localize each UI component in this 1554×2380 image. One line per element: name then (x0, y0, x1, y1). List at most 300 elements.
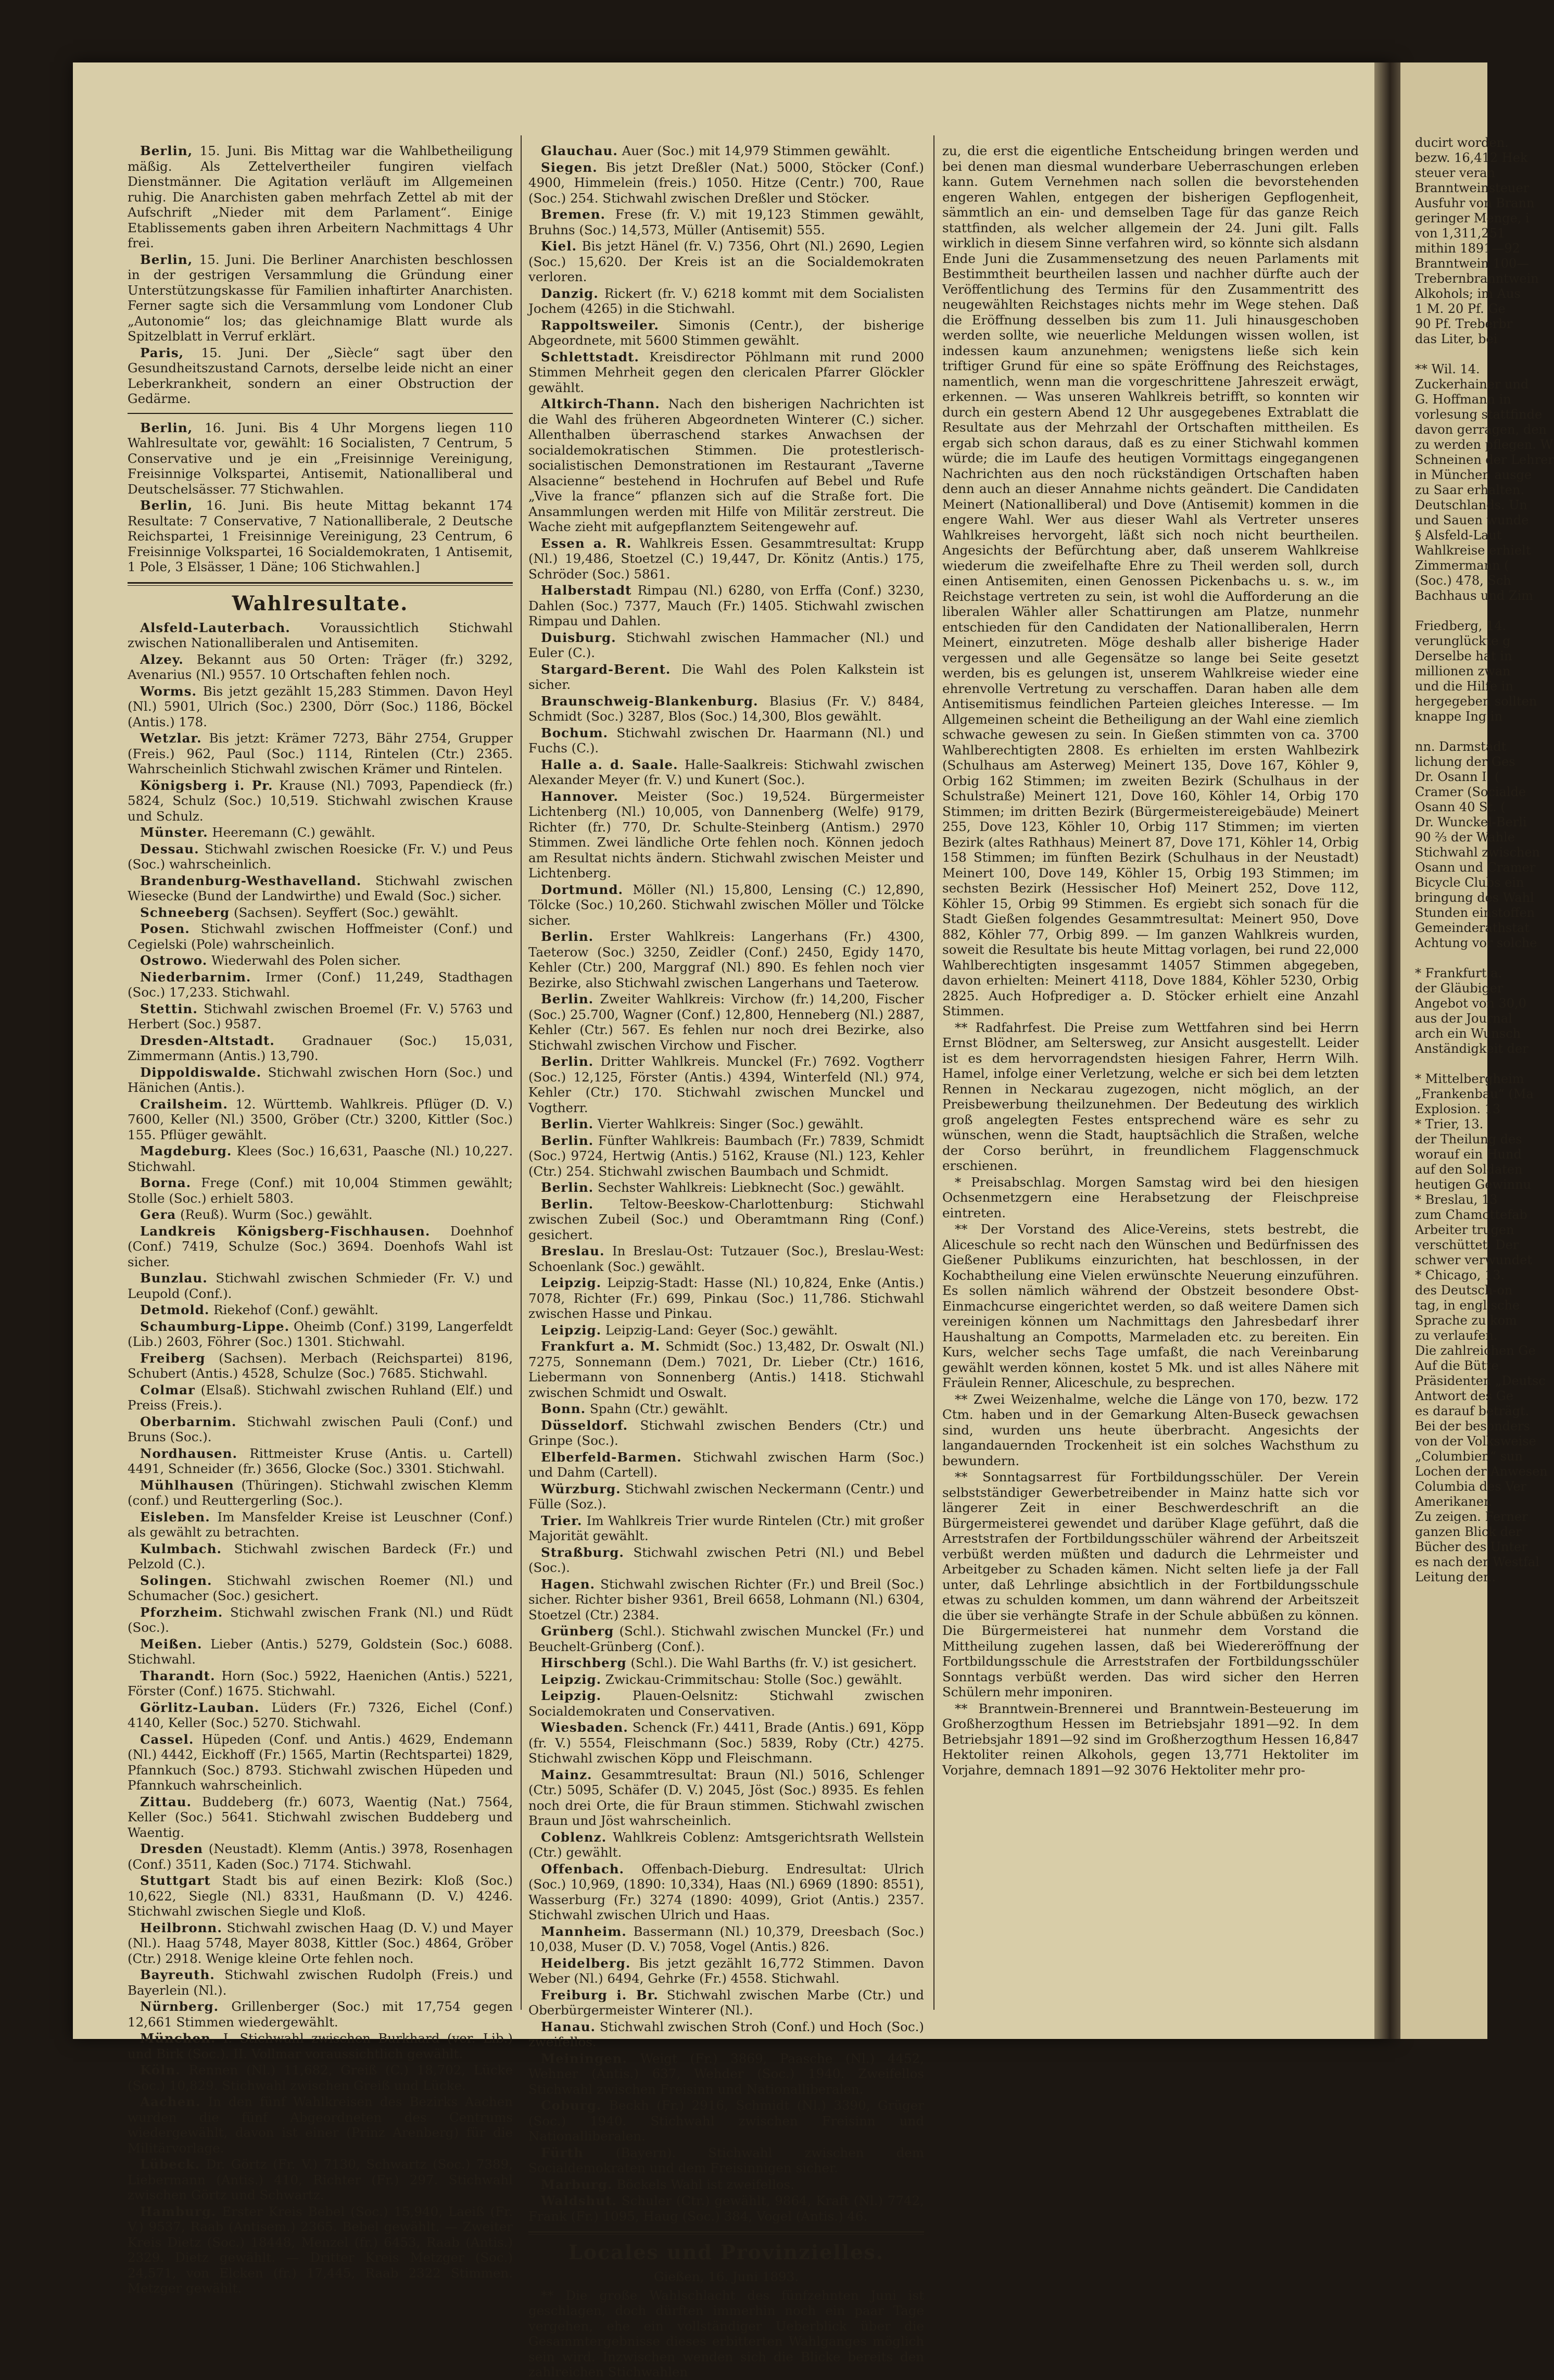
constituency-name: Dresden (140, 1841, 204, 1856)
constituency-name: Würzburg. (541, 1481, 621, 1496)
result-text: Stichwahl zwischen Hoffmeister (Conf.) und Cegielski (Pole) wahrscheinlich. (128, 921, 513, 952)
constituency-name: Solingen. (140, 1572, 212, 1588)
adjacent-page-line: G. Hoffmann in (1415, 392, 1511, 407)
adjacent-page-line: Zuckerhainer und (1415, 377, 1529, 392)
result-entry (528, 1655, 924, 1671)
result-entry (528, 1672, 924, 1688)
constituency-name: Essen a. R. (541, 535, 632, 551)
result-entry (528, 160, 924, 206)
constituency-name: Altkirch-Thann. (541, 396, 660, 411)
constituency-name: Breslau. (541, 1243, 605, 1258)
result-text: In den fünf Wahlkreisen des Bezirks Aachen wurden die fünf Abgeordneten des Centrums wiedergewählt, davon ist einer (Prinz Arenberg) für die Militärvorlage. (128, 2094, 513, 2156)
result-text: Horn (Soc.) 5922, Haenichen (Antis.) 5221, Förster (Conf.) 1675. Stichwahl. (128, 1668, 513, 1698)
section-title: Wahlresultate. (232, 591, 409, 615)
result-text: Bis jetzt Hänel (fr. V.) 7356, Ohrt (Nl.) 2690, Legien (Soc.) 15,620. Der Kreis ist an die Socialdemokraten verloren. (528, 238, 924, 284)
adjacent-page-line: ** Wil. 14. (1415, 362, 1480, 376)
constituency-name: Frankfurt a. M. (541, 1339, 661, 1354)
constituency-name: Berlin. (541, 1116, 594, 1131)
result-entry (528, 929, 924, 990)
result-text: Auer (Soc.) mit 14,979 Stimmen gewählt. (617, 143, 891, 158)
constituency-name: Wetzlar. (140, 731, 202, 746)
adjacent-page-line (1415, 951, 1554, 966)
result-entry (528, 1987, 924, 2018)
constituency-name: Mühlhausen (140, 1477, 234, 1493)
news-text: 16. Juni. Bis 4 Uhr Morgens liegen 110 Wahlresultate vor, gewählt: 16 Socialisten, 7 Centrum, 5 Conservative und je ein „Freisinnige Vereinigung, Freisinnige Volkspartei, Antisemit, Nationalliberal und Deutschelsässer. 77 Stichwahlen. (128, 420, 513, 497)
constituency-name: Zittau. (140, 1794, 192, 1809)
constituency-name: Worms. (140, 683, 197, 699)
adjacent-page-line: mithin 1891—92 (1415, 241, 1520, 256)
constituency-name: Schaumburg-Lippe. (140, 1318, 290, 1334)
result-entry (528, 789, 924, 881)
result-text: Stichwahl zwischen Neckermann (Centr.) und Fülle (Soz.). (528, 1481, 924, 1512)
result-text: Sechster Wahlkreis: Liebknecht (Soc.) gewählt. (593, 1180, 905, 1195)
result-text: Klees (Soc.) 16,631, Paasche (Nl.) 10,227. Stichwahl. (128, 1143, 513, 1174)
adjacent-page-line: Amerikaner. (1415, 1494, 1493, 1509)
result-text: Halle-Saalkreis: Stichwahl zwischen Alexander Meyer (fr. V.) und Kunert (Soc.). (528, 757, 924, 787)
constituency-name: Bunzlau. (140, 1270, 208, 1286)
result-text: Wahlkreis Essen. Gesammtresultat: Krupp (Nl.) 19,486, Stoetzel (C.) 19,447, Dr. Könitz (Antis.) 175, Schröder (Soc.) 5861. (528, 535, 924, 582)
result-entry (128, 1920, 513, 1967)
election-results-list (528, 143, 924, 2224)
constituency-name: Tharandt. (140, 1668, 216, 1683)
adjacent-page-line: Auf die Bütte (1415, 1358, 1499, 1373)
constituency-name: Crailsheim. (140, 1096, 228, 1112)
result-entry (128, 1224, 513, 1270)
adjacent-page-line: Anständigkeit der (1415, 1041, 1528, 1056)
adjacent-page-line: lichung der Ges (1415, 754, 1515, 769)
result-entry (528, 1323, 924, 1338)
result-entry (528, 583, 924, 629)
constituency-name: Hannover. (541, 788, 619, 804)
adjacent-page-line: und die Hilfe in (1415, 679, 1513, 694)
article-paragraph: ** Radfahrfest. Die Preise zum Wettfahren sind bei Herrn Ernst Blödner, am Seltersweg, zur Ansicht ausgestellt. Leider ist es dem hervorragendsten hiesigen Fahrer, Herrn Wilh. Hamel, infolge einer Verletzung, welche er sich bei dem letzten Rennen in Neckarau zugezogen, nicht möglich, an der Preisbewerbung theilzunehmen. Der Bedeutung des wirklich groß angelegten Festes entsprechend wäre es sehr zu wünschen, wenn die Stadt, hauptsächlich die Straßen, welche der Corso berührt, in freundlichem Flaggenschmuck erschienen. (942, 1019, 1359, 1173)
adjacent-page-line: Bücher des Unter (1415, 1540, 1527, 1554)
result-text: (Sachsen). Merbach (Reichspartei) 8196, Schubert (Antis.) 4528, Schulze (Soc.) 7685. Stichwahl. (128, 1350, 513, 1381)
result-entry (528, 1924, 924, 1955)
constituency-name: Schneeberg (140, 904, 230, 920)
column-2 (528, 143, 924, 2379)
result-entry (528, 286, 924, 317)
adjacent-page-line: * Trier, 13. (1415, 1117, 1484, 1131)
divider (528, 2231, 924, 2235)
adjacent-page-line: geringer Menge, i (1415, 211, 1530, 225)
result-text: (Schl.). Die Wahl Barths (fr. V.) ist gesichert. (626, 1655, 917, 1670)
adjacent-page-line: schwer verwundet (1415, 1253, 1532, 1267)
result-text: Erster Wahlkreis: Langerhans (Fr.) 4300, Taeterow (Soc.) 3250, Zeidler (Conf.) 2450, Egidy 1470, Kehler (Ctr.) 200, Marggraf (Nl.) 890. Es fehlen noch vier Bezirke, also Stichwahl zwischen Langerhans und Taeterow. (528, 929, 924, 990)
constituency-name: Leipzig. (541, 1671, 602, 1687)
adjacent-page-line: Dr. Osann I. ( (1415, 770, 1500, 784)
result-text: Voraussichtlich Stichwahl zwischen Nationalliberalen und Antisemiten. (128, 620, 513, 650)
constituency-name: Danzig. (541, 285, 599, 301)
constituency-name: Marburg. (541, 2176, 613, 2192)
adjacent-page-line: tag, in englische (1415, 1298, 1520, 1313)
result-text: Stichwahl zwischen Roesicke (Fr. V.) und Peus (Soc.) wahrscheinlich. (128, 841, 513, 872)
constituency-name: Dippoldiswalde. (140, 1064, 262, 1080)
result-entry (528, 1767, 924, 1829)
adjacent-page-line: Angebot von 30,0 (1415, 996, 1526, 1011)
result-entry (528, 1133, 924, 1179)
result-entry (128, 1967, 513, 1998)
adjacent-page-line: * Frankfurt a. (1415, 966, 1502, 980)
result-entry (528, 396, 924, 535)
adjacent-page-line: Dr. Wunckel-Berli (1415, 815, 1527, 829)
dateline-place: Paris, (140, 345, 184, 360)
adjacent-page-line: von der Volksweise (1415, 1434, 1536, 1449)
result-entry (528, 1275, 924, 1321)
news-item (128, 498, 513, 575)
result-text: Stichwahl zwischen Benders (Ctr.) und Grinpe (Soc.). (528, 1417, 924, 1448)
result-text: Rittmeister Kruse (Antis. u. Cartell) 4491, Schneider (fr.) 3656, Glocke (Soc.) 3301. Stichwahl. (128, 1445, 513, 1476)
adjacent-page-line: Bachhaus und Zim (1415, 588, 1534, 603)
constituency-name: Lübeck. (140, 2157, 200, 2172)
adjacent-page-line: (Soc.) 478, Sch (1415, 573, 1511, 588)
result-entry (128, 1175, 513, 1206)
adjacent-page-line: Cramer (Socialde (1415, 785, 1526, 799)
result-text: Stichwahl zwischen Bardeck (Fr.) und Pelzold (C.). (128, 1541, 513, 1571)
adjacent-page-line: Arbeiter trugen (1415, 1223, 1514, 1237)
constituency-name: Halle a. d. Saale. (541, 757, 678, 772)
constituency-name: Meiningen. (541, 2050, 628, 2066)
adjacent-page-line: davon gerragen, den (1415, 422, 1547, 437)
adjacent-page-text (1415, 135, 1554, 1585)
result-text: Stichwahl zwischen Hammacher (Nl.) und Euler (C.). (528, 629, 924, 660)
result-text: (Elsaß). Stichwahl zwischen Ruhland (Elf.) und Preiss (Freis.). (128, 1382, 513, 1413)
result-entry (128, 1794, 513, 1841)
constituency-name: Wiesbaden. (541, 1720, 628, 1735)
result-entry (128, 1478, 513, 1508)
adjacent-page-line: steuer veran (1415, 166, 1495, 180)
result-entry (528, 1688, 924, 1719)
adjacent-page-line: ducirt worden. (1415, 135, 1509, 150)
result-entry (128, 1841, 513, 1872)
result-entry (128, 620, 513, 651)
result-text: Schuler (Ctr.) gewählt, 9864, Kraft (Nl.) 7742, Frank (Fr.) 1095, Haug (Soc.) 384, Vogel (Antis.) 46. (528, 2193, 924, 2224)
result-entry (128, 2031, 513, 2061)
result-entry (128, 2157, 513, 2203)
result-text: 12. Württemb. Wahlkreis. Pflüger (D. V.) 7600, Keller (Nl.) 3500, Gröber (Ctr.) 3200, Kittler (Soc.) 155. Pflüger gewählt. (128, 1096, 513, 1142)
adjacent-page-line: Trebernbranntwein (1415, 271, 1539, 286)
result-entry (528, 2098, 924, 2144)
result-entry (128, 652, 513, 683)
adjacent-page-line: es nach der Westfal (1415, 1555, 1539, 1569)
article-paragraph: zu, die erst die eigentliche Entscheidung bringen werden und bei denen man diesmal wunderbare Ueberraschungen erleben kann. Gutem Vernehmen nach sollen die bevorstehenden engeren Wahlen, entgegen der bisherigen Gepflogenheit, sämmtlich an ein- und demselben Tage für das ganze Reich stattfinden, als welcher allgemein der 24. Juni gilt. Falls wirklich in diesem Sinne verfahren wird, so könnte sich alsdann Ende Juni die Zusammensetzung des neuen Parlaments mit Bestimmtheit beurtheilen lassen und nachher dürfte auch der Veröffentlichung des Termins für den Zusammentritt des neugewählten Reichstages nichts mehr im Wege stehen. Daß die Eröffnung desselben bis zum 11. Juli hinausgeschoben werden sollte, wie neuerliche Meldungen wissen wollen, ist indessen kaum anzunehmen; wenigstens ließe sich kein triftiger Grund für eine so späte Eröffnung des Reichstages, namentlich, wenn man die vorgeschrittene Jahreszeit erwägt, erkennen. — Was unseren Wahlkreis betrifft, so konnten wir durch ein gestern Abend 12 Uhr ausgegebenes Extrablatt die Resultate aus der Mehrzahl der Ortschaften mittheilen. Es ergab sich schon daraus, daß es zu einer Stichwahl kommen würde; die im Laufe des heutigen Vormittags eingegangenen Nachrichten aus den noch rückständigen Ortschaften haben denn auch an dieser Annahme nichts geändert. Die Candidaten Meinert (Nationalliberal) und Dove (Antisemit) kommen in die engere Wahl. Wer aus dieser Wahl als Vertreter unseres Wahlkreises hervorgeht, läßt sich noch nicht beurtheilen. Angesichts der Befürchtung aber, daß unserem Wahlkreise wiederum die zweifelhafte Ehre zu Theil werden soll, durch einen Antisemiten, einen Genossen Pickenbachs u. s. w., im Reichstage vertreten zu sein, ist wohl die Aufforderung an die liberalen Wähler aller Schattirungen am Platze, nunmehr entschieden für den Candidaten der Nationalliberalen, Herrn Meinert, einzutreten. Möge deshalb aller bisherige Hader vergessen und alle Gegensätze so lange bei Seite gesetzt werden, bis es gelungen ist, unserem Wahlkreise wieder eine ehrenvolle Vertretung zu verschaffen. Daran haben alle dem Antisemitismus feindlichen Parteien gleiches Interesse. — Im Allgemeinen scheint die Betheiligung an der Wahl eine ziemlich schwache gewesen zu sein. In Gießen stimmten von ca. 3700 Wahlberechtigten 2808. Es erhielten im ersten Wahlbezirk (Schulhaus am Asterweg) Meinert 135, Dove 167, Köhler 9, Orbig 162 Stimmen; im zweiten Bezirk (Schulhaus in der Schulstraße) Meinert 121, Dove 160, Köhler 14, Orbig 170 Stimmen; im dritten Bezirk (Bürgermeistereigebäude) Meinert 255, Dove 123, Köhler 10, Orbig 117 Stimmen; im vierten Bezirk (altes Rathhaus) Meinert 87, Dove 171, Köhler 14, Orbig 158 Stimmen; im fünften Bezirk (Schulhaus in der Neustadt) Meinert 100, Dove 149, Köhler 15, Orbig 193 Stimmen; im sechsten Bezirk (Hessischer Hof) Meinert 252, Dove 112, Köhler 15, Orbig 99 Stimmen. Es ergiebt sich sonach für die Stadt Gießen folgendes Gesammtresultat: Meinert 950, Dove 882, Köhler 77, Orbig 899. — Im ganzen Wahlkreis wurden, soweit die Resultate bis heute Mittag vorlagen, bei rund 22,000 Wahlberechtigten insgesammt 14057 Stimmen abgegeben, davon erhielten: Meinert 4118, Dove 1884, Köhler 5230, Orbig 2825. Auch Hofprediger a. D. Stöcker erhielt eine Anzahl Stimmen. (942, 143, 1359, 1018)
result-entry (528, 1623, 924, 1654)
result-text: Weigt (Fr.) 3869, Paasche (Nl.) 4452, Wehner (Antis.) 637, Wehder (Soc.) 1940. Zweifellos Stichwahl zwischen Freisinn und Nationalliberalen. (528, 2050, 924, 2097)
result-text: Meister (Soc.) 19,524. Bürgermeister Lichtenberg (Nl.) 10,005, von Dannenberg (Welfe) 9179, Richter (fr.) 770, Dr. Schulte-Steinberg (Antism.) 2970 Stimmen. Zwei ländliche Orte fehlen noch. Können jedoch am Resultat nichts ändern. Stichwahl zwischen Meister und Lichtenberg. (528, 788, 924, 880)
result-text: Nach den bisherigen Nachrichten ist die Wahl des früheren Abgeordneten Winterer (C.) sicher. Allenthalben überraschend starkes Anwachsen der socialdemokratischen Stimmen. Die protestlerisch-socialistischen Demonstrationen im Restaurant „Taverne Alsacienne“ bestehend in Hochrufen auf Bebel und Rufe „Vive la france“ pflanzen sich auf die Straße fort. Die Ansammlungen werden mit Hilfe von Militär zerstreut. Die Wache zieht mit aufgepflanztem Seitengewehr auf. (528, 396, 924, 534)
adjacent-page-line: Wahlkreise erhielt (1415, 543, 1531, 558)
constituency-name: Düsseldorf. (541, 1417, 628, 1433)
result-entry (128, 1700, 513, 1731)
adjacent-page-line: * Breslau, 13 (1415, 1192, 1498, 1207)
result-text: Gradnauer (Soc.) 15,031, Zimmermann (Antis.) 13,790. (128, 1032, 513, 1063)
constituency-name: Glauchau. (541, 143, 618, 158)
result-text: Frege (Conf.) mit 10,004 Stimmen gewählt; Stolle (Soc.) erhielt 5803. (128, 1175, 513, 1206)
adjacent-page-line: aus der Journal (1415, 1011, 1512, 1026)
result-entry (128, 1446, 513, 1477)
result-text: Stadt bis auf einen Bezirk: Kloß (Soc.) 10,622, Siegle (Nl.) 8331, Haußmann (D. V.) 4246. Stichwahl zwischen Siegle und Kloß. (128, 1873, 513, 1919)
result-entry (128, 1143, 513, 1174)
result-entry (128, 1001, 513, 1032)
result-entry (528, 1956, 924, 1986)
constituency-name: Kiel. (541, 238, 577, 254)
dateline-place: Berlin, (140, 251, 193, 267)
constituency-name: Ostrowo. (140, 953, 208, 968)
adjacent-page-line: bringung des Wahl (1415, 890, 1534, 905)
result-entry (128, 1541, 513, 1572)
adjacent-page-line: Bei der besonders (1415, 1419, 1530, 1433)
result-text: Bis jetzt gezählt 16,772 Stimmen. Davon Weber (Nl.) 6494, Gehrke (Fr.) 4558. Stichwahl. (528, 1955, 924, 1986)
election-results-list (128, 620, 513, 2296)
constituency-name: Leipzig. (541, 1275, 602, 1290)
result-entry (128, 1732, 513, 1793)
constituency-name: Borna. (140, 1175, 192, 1190)
result-entry (528, 1513, 924, 1544)
result-text: Schenck (Fr.) 4411, Brade (Antis.) 691, Köpp (fr. V.) 5554, Fleischmann (Soc.) 5839, Roby (Ctr.) 4275. Stichwahl zwischen Köpp und Fleischmann. (528, 1720, 924, 1766)
adjacent-page-line: * Chicago, 13. (1415, 1268, 1505, 1282)
result-text: (Neustadt). Klemm (Antis.) 3978, Rosenhagen (Conf.) 3511, Kaden (Soc.) 7174. Stichwahl. (128, 1841, 513, 1872)
adjacent-page-line: Ausfuhr von Brann (1415, 196, 1535, 210)
result-text: (Bayern). Stichwahl zwischen dem Socialdemokraten und dem Freisinnigen sicher. (528, 2145, 924, 2175)
dateline: Gießen, 16. Juni 1893. (653, 2269, 799, 2284)
result-entry (528, 2051, 924, 2097)
constituency-name: Trier. (541, 1513, 583, 1528)
news-item (128, 420, 513, 497)
constituency-name: Fürth (541, 2145, 584, 2160)
result-entry (528, 1830, 924, 1860)
adjacent-page-line: Stunden einstoffen (1415, 905, 1535, 920)
constituency-name: Gera (140, 1207, 176, 1222)
result-text: Stichwahl zwischen Frank (Nl.) und Rüdt (Soc.). (128, 1604, 513, 1635)
news-item (128, 252, 513, 344)
constituency-name: Leipzig. (541, 1688, 602, 1703)
result-entry (528, 536, 924, 582)
constituency-name: Eisleben. (140, 1509, 210, 1525)
constituency-name: Cassel. (140, 1731, 194, 1747)
result-text: Stichwahl zwischen Schmieder (Fr. V.) und Leupold (Conf.). (128, 1270, 513, 1301)
constituency-name: Landkreis Königsberg-Fischhausen. (140, 1223, 431, 1239)
result-text: Grillenberger (Soc.) mit 17,754 gegen 12,661 Stimmen wiedergewählt. (128, 1999, 513, 2030)
result-entry (528, 349, 924, 396)
result-text: Rennen (Nl.) 11,682, Greiß (C.) 18,702, Lücke (Soc.) 10,829. Stichwahl zwischen Greiß und Lücke. (128, 2062, 513, 2093)
result-text: Möller (Nl.) 15,800, Lensing (C.) 12,890, Tölcke (Soc.) 10,260. Stichwahl zwischen Möller und Tölcke sicher. (528, 882, 924, 928)
adjacent-page-line: nn. Darmstadt (1415, 739, 1507, 754)
result-entry (528, 1054, 924, 1115)
result-text: Rimpau (Nl.) 6280, von Erffa (Conf.) 3230, Dahlen (Soc.) 7377, Mauch (Fr.) 1405. Stichwahl zwischen Rimpau und Dahlen. (528, 583, 924, 628)
result-text: Stichwahl zwischen Dr. Haarmann (Nl.) und Fuchs (C.). (528, 725, 924, 755)
constituency-name: Alzey. (140, 651, 184, 667)
result-entry (128, 778, 513, 824)
adjacent-page-line: zu verlaufen. (1415, 1328, 1498, 1343)
constituency-name: Siegen. (541, 159, 598, 175)
column-divider (933, 135, 934, 2010)
result-entry (128, 969, 513, 1000)
news-item (128, 345, 513, 407)
result-text: (Sachsen). Seyffert (Soc.) gewählt. (230, 904, 459, 920)
adjacent-page-line: Deutschlands. Un (1415, 498, 1527, 512)
result-text: Dritter Wahlkreis. Munckel (Fr.) 7692. Vogtherr (Soc.) 12,125, Förster (Antis.) 4394, Winterfeld (Nl.) 974, Kehler (Ctr.) 170. Stichwahl zwischen Munckel und Vogtherr. (528, 1054, 924, 1115)
result-text: Offenbach-Dieburg. Endresultat: Ulrich (Soc.) 10,969, (1890: 10,334), Haas (Nl.) 6969 (1890: 8551), Wasserburg (Fr.) 3274 (1890: 4099), Griot (Antis.) 2357. Stichwahl zwischen Ulrich und Haas. (528, 1861, 924, 1922)
adjacent-page-line: Bicycle Clubs ein (1415, 875, 1524, 890)
constituency-name: Alsfeld-Lauterbach. (140, 620, 290, 635)
news-text: 16. Juni. Bis heute Mittag bekannt 174 Resultate: 7 Conservative, 7 Nationalliberale, 2 Deutsche Reichspartei, 1 Freisinnige Vereinigung, 23 Centrum, 6 Freisinnige Volkspartei, 16 Socialdemokraten, 1 Antisemit, 1 Pole, 3 Elsässer, 1 Däne; 106 Stichwahlen.] (128, 498, 513, 574)
result-entry (528, 1418, 924, 1449)
result-text: Frese (fr. V.) mit 19,123 Stimmen gewählt, Bruhns (Soc.) 14,573, Müller (Antisemit) 555. (528, 207, 924, 237)
constituency-name: Köln. (140, 2062, 181, 2077)
adjacent-page-line: Explosion. 13 (1415, 1102, 1501, 1116)
constituency-name: Niederbarnim. (140, 969, 251, 985)
result-entry (128, 2094, 513, 2156)
result-entry (528, 630, 924, 661)
constituency-name: Aachen. (140, 2094, 201, 2109)
result-entry (528, 2019, 924, 2050)
adjacent-page-line: Osann und Cramer (1415, 860, 1536, 875)
result-text: Die Wahl des Polen Kalkstein ist sicher. (528, 661, 924, 692)
constituency-name: Dessau. (140, 841, 199, 857)
constituency-name: Berlin. (541, 1196, 594, 1212)
result-entry (128, 841, 513, 872)
result-text: In Breslau-Ost: Tutzauer (Soc.), Breslau-West: Schoenlank (Soc.) gewählt. (528, 1243, 924, 1274)
result-text: (Schl.). Stichwahl zwischen Munckel (Fr.) und Beuchelt-Grünberg (Conf.). (528, 1623, 924, 1654)
result-text: Leipzig-Stadt: Hasse (Nl.) 10,824, Enke (Antis.) 7078, Richter (Fr.) 699, Pinkau (Soc.) 11,786. Stichwahl zwischen Hasse und Pinkau. (528, 1275, 924, 1321)
adjacent-page-line: Antwort des Ge (1415, 1389, 1514, 1403)
result-entry (528, 694, 924, 724)
constituency-name: Oberbarnim. (140, 1414, 237, 1429)
result-text: Stichwahl zwischen Wiesecke (Bund der Landwirthe) und Ewald (Soc.) sicher. (128, 873, 513, 903)
article-paragraph: ** Branntwein-Brennerei und Branntwein-Besteuerung im Großherzogthum Hessen im Betriebsjahr 1891—92. In dem Betriebsjahr 1891—92 sind im Großherzogthum Hessen 16,847 Hektoliter reinen Alkohols, gegen 13,771 Hektoliter im Vorjahre, demnach 1891—92 3076 Hektoliter mehr pro- (942, 1701, 1359, 1778)
result-text: Lüders (Fr.) 7326, Eichel (Conf.) 4140, Keller (Soc.) 5270. Stichwahl. (128, 1699, 513, 1730)
result-text: Stichwahl zwischen Pauli (Conf.) und Bruns (Soc.). (128, 1414, 513, 1444)
result-text: Leipzig-Land: Geyer (Soc.) gewählt. (601, 1322, 838, 1338)
result-entry (528, 1401, 924, 1417)
result-text: I. Stichwahl zwischen Burkhard (ver. Lib.) und Birk (Soc.). II. Vollmar voraussichtlich gewählt. (128, 2031, 513, 2061)
constituency-name: Offenbach. (541, 1861, 625, 1877)
constituency-name: Hagen. (541, 1576, 596, 1592)
result-text: Böckels Wahl ist zweifellos. (612, 2176, 794, 2192)
adjacent-page-line: Derselbe hat in (1415, 649, 1512, 663)
result-entry (528, 318, 924, 348)
result-entry (528, 2177, 924, 2193)
news-text: 15. Juni. Die Berliner Anarchisten beschlossen in der gestrigen Versammlung die Gründung einer Unterstützungskasse für Familien inhaftirter Anarchisten. Ferner sagte sich die Versammlung vom Londoner Club „Autonomie“ los; das gleichnamige Blatt wurde als Spitzelblatt in Verruf erklärt. (128, 251, 513, 344)
result-text: Dr. Görtz (Fr. V.) 7130, Schwartz (Soc.) 7389, Liebermann (Antis.) 410, Richter (Fr.) 297. Stichwahl zwischen Görtz und Schwartz. (128, 2157, 513, 2202)
constituency-name: Detmold. (140, 1302, 210, 1317)
adjacent-page-line: § Alsfeld-Laut (1415, 528, 1502, 543)
result-text: Hüpeden (Conf. und Antis.) 4629, Endemann (Nl.) 4442, Eickhoff (Fr.) 1565, Martin (Rechtspartei) 1829, Pfannkuch (Soc.) 8793. Stichwahl zwischen Hüpeden und Pfannkuch wahrscheinlich. (128, 1731, 513, 1793)
result-entry (528, 1720, 924, 1766)
constituency-name: Dortmund. (541, 882, 624, 897)
adjacent-page-line: Friedberg, 14. (1415, 619, 1507, 633)
result-entry (128, 1382, 513, 1413)
adjacent-page-line: millionen zwan (1415, 664, 1511, 678)
article-paragraph: ** Der Vorstand des Alice-Vereins, stets bestrebt, die Aliceschule so recht nach den Wünschen und Bedürfnissen des Gießener Publikums einzurichten, hat beschlossen, in der Kochabtheilung eine Vielen erwünschte Neuerung einzuführen. Es sollen nämlich während der Obstzeit besondere Obst-Einmachcurse eingerichtet werden, so daß weitere Damen sich vereinigen können um Nachmittags den Jahresbedarf ihrer Haushaltung an Compotts, Marmeladen etc. zu bereiten. Ein Kurs, welcher sechs Tage umfaßt, die nach Vereinbarung gewählt werden können, kostet 5 Mk. und ist alles Nähere mit Fräulein Renner, Aliceschule, zu besprechen. (942, 1222, 1359, 1390)
result-text: Im Mansfelder Kreise ist Leuschner (Conf.) als gewählt zu betrachten. (128, 1509, 513, 1540)
adjacent-page-line: von 1,311,251 (1415, 226, 1506, 241)
result-text: Krause (Nl.) 7093, Papendieck (fr.) 5824, Schulz (Soc.) 10,519. Stichwahl zwischen Krause und Schulz. (128, 777, 513, 824)
constituency-name: Grünberg (541, 1623, 614, 1639)
dateline-place: Berlin, (140, 420, 193, 435)
constituency-name: Stargard-Berent. (541, 661, 671, 677)
result-entry (528, 2193, 924, 2224)
result-entry (528, 1243, 924, 1274)
result-entry (128, 825, 513, 840)
constituency-name: Königsberg i. Pr. (140, 777, 273, 793)
constituency-name: Duisburg. (541, 629, 616, 645)
result-entry (528, 725, 924, 756)
adjacent-page-line: hergegeben sollten (1415, 694, 1537, 709)
adjacent-page-line: auf den Soldaten (1415, 1162, 1523, 1177)
divider (128, 413, 513, 414)
adjacent-page-line: der Theilung des (1415, 1132, 1522, 1147)
adjacent-page-line: verunglückte g (1415, 634, 1511, 648)
divider (128, 582, 513, 586)
dateline-place: Berlin, (140, 498, 193, 513)
constituency-name: Berlin. (541, 991, 594, 1006)
result-text: (Thüringen). Stichwahl zwischen Klemm (conf.) und Reuttergerling (Soc.). (128, 1477, 513, 1508)
adjacent-page-line: Stichwahl zwischen (1415, 845, 1540, 860)
result-entry (128, 1319, 513, 1350)
adjacent-page-line: es darauf beträgt. (1415, 1404, 1530, 1418)
adjacent-page-line: Schneinen der Lehrer (1415, 452, 1554, 467)
result-text: Bis jetzt: Krämer 7273, Bähr 2754, Grupper (Freis.) 962, Paul (Soc.) 1114, Rintelen (Ctr.) 2365. Wahrscheinlich Stichwahl zwischen Krämer und Rintelen. (128, 731, 513, 776)
result-entry (128, 2204, 513, 2296)
result-text: Teltow-Beeskow-Charlottenburg: Stichwahl zwischen Zubeil (Soc.) und Oberamtmann Ring (Conf.) gesichert. (528, 1196, 924, 1242)
adjacent-page-line: vorlesung stattfinde (1415, 407, 1543, 422)
result-text: Zwickau-Crimmitschau: Stolle (Soc.) gewählt. (601, 1671, 903, 1687)
result-text: Stichwahl zwischen Marbe (Ctr.) und Oberbürgermeister Winterer (Nl.). (528, 1987, 924, 2018)
result-text: Spahn (Ctr.) gewählt. (586, 1401, 728, 1416)
constituency-name: Görlitz-Lauban. (140, 1699, 260, 1715)
adjacent-page-line: heutigen Gewinnu (1415, 1177, 1532, 1192)
adjacent-page-line: knappe Ing in (1415, 709, 1502, 724)
adjacent-page-line: Alkohols; im Aus (1415, 286, 1521, 301)
constituency-name: Waldshut. (541, 2193, 617, 2208)
result-entry (128, 1873, 513, 1919)
constituency-name: Berlin. (541, 1132, 594, 1148)
adjacent-page-line: ganzen Blick der (1415, 1525, 1522, 1539)
adjacent-page-line: zu werden pflegen. W (1415, 437, 1553, 452)
result-text: Fünfter Wahlkreis: Baumbach (Fr.) 7839, Schmidt (Soc.) 9724, Hertwig (Antis.) 5162, Krause (Nl.) 123, Kehler (Ctr.) 254. Stichwahl zwischen Baumbach und Schmidt. (528, 1132, 924, 1179)
result-entry (528, 882, 924, 928)
constituency-name: Bremen. (541, 207, 606, 222)
adjacent-page-line: des Deutsch-on (1415, 1283, 1513, 1298)
adjacent-page-line: Branntweinsteuer (1415, 181, 1530, 195)
result-text: Bis jetzt Dreßler (Nat.) 5000, Stöcker (Conf.) 4900, Himmelein (freis.) 1050. Hitze (Centr.) 700, Raue (Soc.) 254. Stichwahl zwischen Dreßler und Stöcker. (528, 159, 924, 206)
constituency-name: Halberstadt (541, 583, 632, 598)
result-text: Erster Kreis Bebel (Soc.) 15,940, Laeiß (Fr. V.) 9537, Raab (Antisem.) 2365. Bebel gewählt. — Zweiter Kreis Dietz (Soc.) 18448, Menzel (fr.) 6453, Raab (Antis.) 2329. Dietz gewählt. — Dritter Kreis Metzger (Soc.) 24,571, von Elcken (fr.) 17,445, Raab 2322 Stimmen. Metzger gewählt. (128, 2203, 513, 2296)
constituency-name: Mannheim. (541, 1923, 627, 1939)
constituency-name: Bochum. (541, 725, 609, 740)
adjacent-page-line: der Gläubiger (1415, 981, 1504, 996)
result-text: Stichwahl zwischen Roemer (Nl.) und Schumacher (Soc.) gesichert. (128, 1572, 513, 1603)
result-entry (128, 1302, 513, 1318)
result-text: Stichwahl zwischen Petri (Nl.) und Bebel (Soc.). (528, 1544, 924, 1575)
constituency-name: Bonn. (541, 1401, 586, 1416)
result-text: Stichwahl zwischen Harm (Soc.) und Dahm (Cartell). (528, 1449, 924, 1480)
result-entry (528, 207, 924, 237)
result-entry (528, 991, 924, 1053)
result-text: Beckh (Fr.) 2916, Schmidt (Nl.) 3390, Grüger (Soc.) 1940. Stichwahl zwischen Freisinn und Nationalliberalen. (528, 2098, 924, 2144)
adjacent-page (1400, 62, 1554, 2039)
constituency-name: Freiburg i. Br. (541, 1987, 659, 2003)
result-text: Simonis (Centr.), der bisherige Abgeordnete, mit 5600 Stimmen gewählt. (528, 317, 924, 348)
result-entry (528, 757, 924, 788)
result-entry (128, 1414, 513, 1445)
constituency-name: Freiberg (140, 1350, 206, 1366)
result-text: Wahlkreis Coblenz: Amtsgerichtsrath Wellstein (Ctr.) gewählt. (528, 1829, 924, 1860)
adjacent-page-line: „Frankenbau“ (Ma (1415, 1087, 1534, 1101)
result-text: Im Wahlkreis Trier wurde Rintelen (Ctr.) mit großer Majorität gewählt. (528, 1513, 924, 1543)
news-text: 15. Juni. Bis Mittag war die Wahlbetheiligung mäßig. Als Zettelvertheiler fungiren vielfach Dienstmänner. Die Agitation verläuft im Allgemeinen ruhig. Die Anarchisten gaben mehrfach Zettel ab mit der Aufschrift „Nieder mit dem Parlament“. Einige Etablissements gaben ihren Arbeitern Nachmittags 4 Uhr frei. (128, 143, 513, 250)
